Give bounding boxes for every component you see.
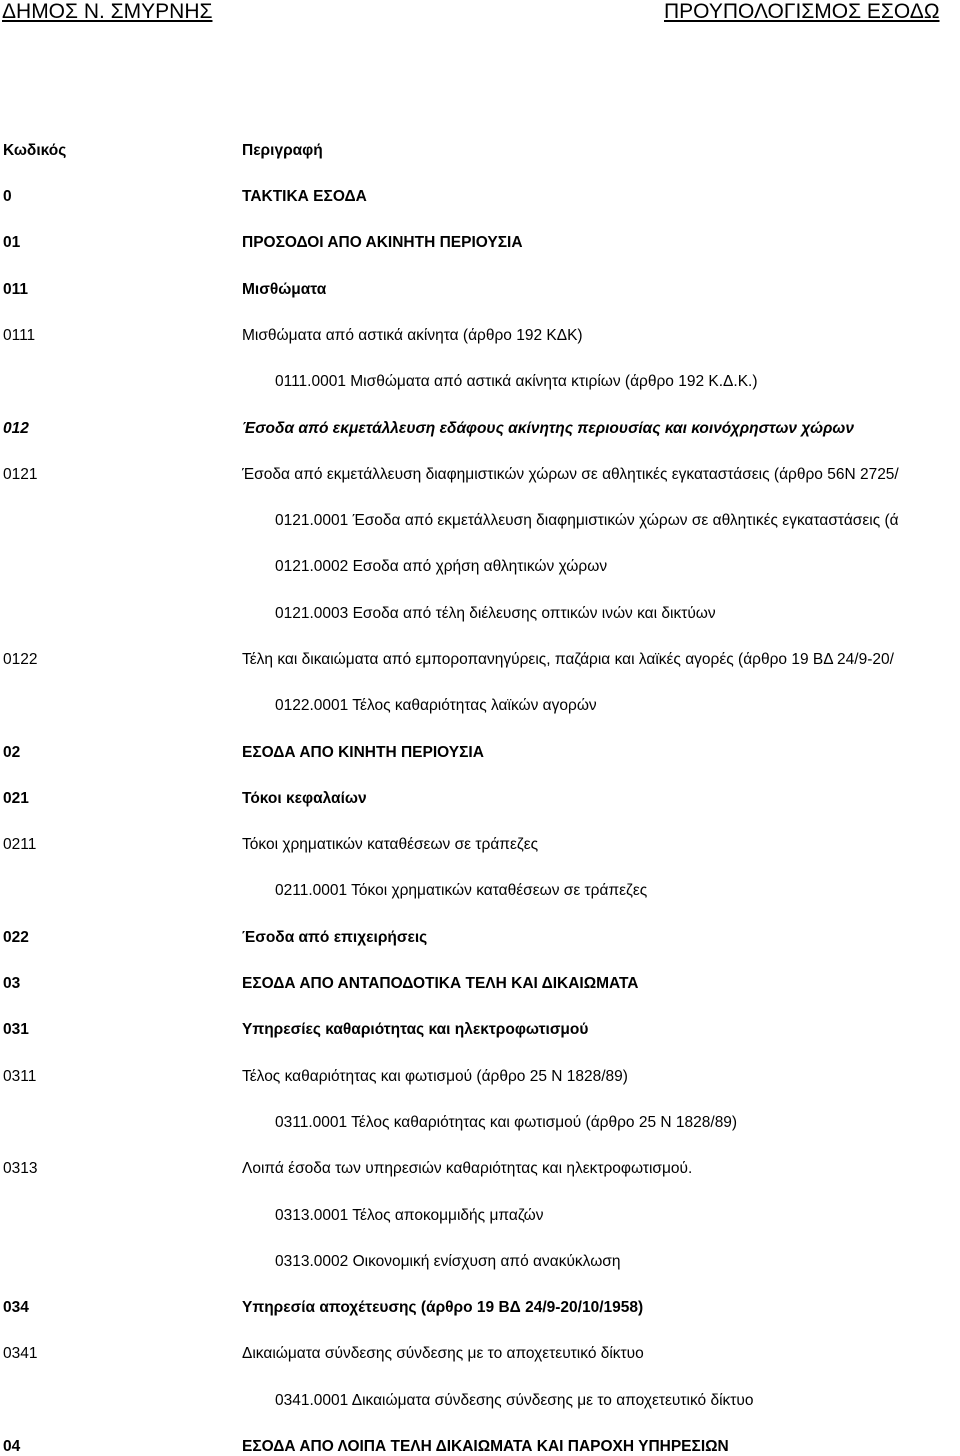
table-subrow: [0, 1205, 960, 1227]
row-description: ΠΡΟΣΟΔΟΙ ΑΠΟ ΑΚΙΝΗΤΗ ΠΕΡΙΟΥΣΙΑ: [242, 234, 523, 251]
row-description: Λοιπά έσοδα των υπηρεσιών καθαριότητας και ηλεκτροφωτισμού.: [242, 1160, 693, 1177]
table-row: [0, 1343, 960, 1365]
row-description: Τόκοι χρηματικών καταθέσεων σε τράπεζες: [242, 836, 539, 853]
row-code: 021: [3, 790, 29, 807]
table-subrow: [0, 603, 960, 625]
row-description: Δικαιώματα σύνδεσης σύνδεσης με το αποχετευτικό δίκτυο: [242, 1345, 644, 1362]
table-row: [0, 325, 960, 347]
table-subrow: [0, 1112, 960, 1134]
row-description: ΕΣΟΔΑ ΑΠΟ ΛΟΙΠΑ ΤΕΛΗ ΔΙΚΑΙΩΜΑΤΑ ΚΑΙ ΠΑΡΟΧΗ ΥΠΗΡΕΣΙΩΝ: [242, 1438, 729, 1455]
table-row: [0, 973, 960, 995]
subrow-description: 0313.0002 Οικονομική ενίσχυση από ανακύκλωση: [275, 1253, 621, 1270]
row-code: 0211: [3, 836, 37, 853]
table-subrow: [0, 510, 960, 532]
row-code: 02: [3, 744, 21, 761]
row-code: 022: [3, 929, 29, 946]
subrow-description: 0121.0003 Εσοδα από τέλη διέλευσης οπτικών ινών και δικτύων: [275, 605, 716, 622]
row-description: Τόκοι κεφαλαίων: [242, 790, 367, 807]
table-subrow: [0, 556, 960, 578]
subrow-description: 0122.0001 Τέλος καθαριότητας λαϊκών αγορών: [275, 697, 597, 714]
column-header-code: Κωδικός: [3, 142, 67, 159]
table-row: [0, 649, 960, 671]
subrow-description: 0121.0001 Έσοδα από εκμετάλλευση διαφημιστικών χώρων σε αθλητικές εγκαταστάσεις (ά: [275, 512, 899, 529]
row-code: 0121: [3, 466, 38, 483]
table-row: [0, 1019, 960, 1041]
row-description: ΤΑΚΤΙΚΑ ΕΣΟΔΑ: [242, 188, 367, 205]
row-code: 0122: [3, 651, 38, 668]
row-code: 0313: [3, 1160, 38, 1177]
subrow-description: 0313.0001 Τέλος αποκομμιδής μπαζών: [275, 1207, 544, 1224]
subrow-description: 0211.0001 Τόκοι χρηματικών καταθέσεων σε τράπεζες: [275, 882, 648, 899]
row-code: 04: [3, 1438, 21, 1455]
table-subrow: [0, 1390, 960, 1412]
row-description: Υπηρεσίες καθαριότητας και ηλεκτροφωτισμού: [242, 1021, 589, 1038]
table-row: [0, 742, 960, 764]
column-header-description: Περιγραφή: [242, 142, 323, 159]
row-code: 011: [3, 281, 29, 298]
column-header-row: [0, 140, 960, 162]
table-row: [0, 788, 960, 810]
table-subrow: [0, 1251, 960, 1273]
row-description: Έσοδα από εκμετάλλευση εδάφους ακίνητης περιουσίας και κοινόχρηστων χώρων: [242, 420, 854, 437]
row-description: ΕΣΟΔΑ ΑΠΟ ΑΝΤΑΠΟΔΟΤΙΚΑ ΤΕΛΗ ΚΑΙ ΔΙΚΑΙΩΜΑΤΑ: [242, 975, 639, 992]
row-description: Έσοδα από επιχειρήσεις: [242, 929, 428, 946]
table-row: [0, 464, 960, 486]
row-description: Υπηρεσία αποχέτευσης (άρθρο 19 ΒΔ 24/9-20/10/1958): [242, 1299, 644, 1316]
row-code: 031: [3, 1021, 29, 1038]
row-description: Έσοδα από εκμετάλλευση διαφημιστικών χώρων σε αθλητικές εγκαταστάσεις (άρθρο 56Ν 2725/: [242, 466, 899, 483]
row-code: 0111: [3, 327, 36, 344]
table-row: [0, 232, 960, 254]
table-row: [0, 186, 960, 208]
row-code: 0: [3, 188, 12, 205]
row-description: Μισθώματα: [242, 281, 327, 298]
subrow-description: 0341.0001 Δικαιώματα σύνδεσης σύνδεσης με το αποχετευτικό δίκτυο: [275, 1392, 754, 1409]
table-row: [0, 1297, 960, 1319]
row-description: Μισθώματα από αστικά ακίνητα (άρθρο 192 ΚΔΚ): [242, 327, 583, 344]
table-row: [0, 834, 960, 856]
row-description: Τέλη και δικαιώματα από εμποροπανηγύρεις, παζάρια και λαϊκές αγορές (άρθρο 19 ΒΔ 24/9-20/: [242, 651, 894, 668]
subrow-description: 0111.0001 Μισθώματα από αστικά ακίνητα κτιρίων (άρθρο 192 Κ.Δ.Κ.): [275, 373, 758, 390]
table-row: [0, 1066, 960, 1088]
row-code: 012: [3, 420, 29, 437]
table-subrow: [0, 695, 960, 717]
row-code: 0341: [3, 1345, 38, 1362]
table-subrow: [0, 371, 960, 393]
table-row: [0, 1436, 960, 1456]
table-row: [0, 1158, 960, 1180]
row-code: 034: [3, 1299, 29, 1316]
table-row: [0, 279, 960, 301]
row-description: Τέλος καθαριότητας και φωτισμού (άρθρο 25 Ν 1828/89): [242, 1068, 628, 1085]
row-code: 0311: [3, 1068, 37, 1085]
subrow-description: 0121.0002 Εσοδα από χρήση αθλητικών χώρων: [275, 558, 608, 575]
row-code: 01: [3, 234, 21, 251]
table-row: [0, 418, 960, 440]
row-description: ΕΣΟΔΑ ΑΠΟ ΚΙΝΗΤΗ ΠΕΡΙΟΥΣΙΑ: [242, 744, 484, 761]
table-row: [0, 927, 960, 949]
row-code: 03: [3, 975, 21, 992]
municipality-title: ΔΗΜΟΣ Ν. ΣΜΥΡΝΗΣ: [2, 0, 213, 23]
subrow-description: 0311.0001 Τέλος καθαριότητας και φωτισμού (άρθρο 25 Ν 1828/89): [275, 1114, 738, 1131]
budget-title: ΠΡΟΥΠΟΛΟΓΙΣΜΟΣ ΕΣΟΔΩ: [664, 0, 940, 23]
table-subrow: [0, 880, 960, 902]
